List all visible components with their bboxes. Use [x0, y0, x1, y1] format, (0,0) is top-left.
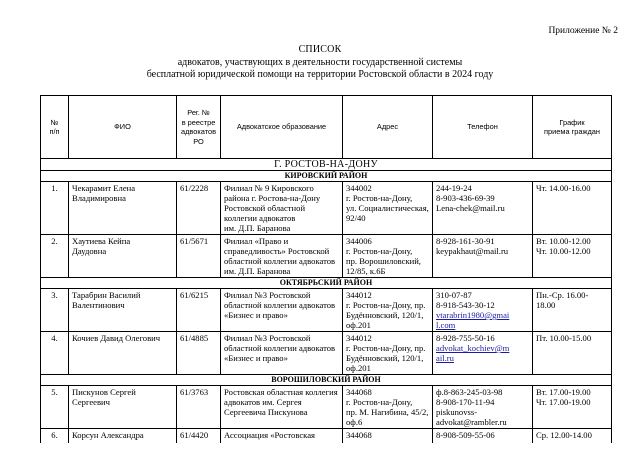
cell-addr: 344012 г. Ростов-на-Дону, пр. Будённовский, 120/1, оф.201	[343, 332, 433, 375]
cell-phone: 310-07-87 8-918-543-30-12 vtarabrin1980@gmai l.com	[433, 289, 533, 332]
cell-org: Филиал «Право и справедливость» Ростовской областной коллегии адвокатов им. Д.П. Баранова	[221, 235, 343, 278]
cell-phone: 244-19-24 8-903-436-69-39 Lena-chek@mail.ru	[433, 182, 533, 235]
cell-sched: Пт. 10.00-15.00	[533, 332, 612, 375]
cell-phone: 8-928-755-50-16 advokat_kochiev@m ail.ru	[433, 332, 533, 375]
cell-fio: Кочиев Давид Олегович	[69, 332, 177, 375]
cell-num: 6.	[41, 429, 69, 443]
cell-reg: 61/2228	[177, 182, 221, 235]
cell-reg: 61/5671	[177, 235, 221, 278]
cell-phone: ф.8-863-245-03-98 8-908-170-11-94 piskunovss- advokat@rambler.ru	[433, 386, 533, 429]
cell-addr: 344068	[343, 429, 433, 443]
cell-reg: 61/4885	[177, 332, 221, 375]
table-row	[41, 289, 612, 332]
cell-num: 4.	[41, 332, 69, 375]
cell-reg: 61/3763	[177, 386, 221, 429]
cell-org: Филиал №3 Ростовской областной коллегии адвокатов «Бизнес и право»	[221, 332, 343, 375]
header-sched: График приема граждан	[533, 96, 612, 159]
cell-fio: Чекарамит Елена Владимировна	[69, 182, 177, 235]
header-num: № п/п	[41, 96, 69, 159]
cell-reg: 61/4420	[177, 429, 221, 443]
cell-org: Ассоциация «Ростовская	[221, 429, 343, 443]
cell-org: Филиал №3 Ростовской областной коллегии адвокатов «Бизнес и право»	[221, 289, 343, 332]
cell-sched: Вт. 17.00-19.00 Чт. 17.00-19.00	[533, 386, 612, 429]
cell-fio: Тарабрин Василий Валентинович	[69, 289, 177, 332]
table-row	[41, 386, 612, 429]
city-name: Г. РОСТОВ-НА-ДОНУ	[41, 159, 612, 171]
table-row	[41, 182, 612, 235]
title-heading: СПИСОК	[298, 44, 342, 55]
cell-reg: 61/6215	[177, 289, 221, 332]
cell-phone: 8-928-161-30-91 keypakhaut@mail.ru	[433, 235, 533, 278]
title-line-2: адвокатов, участвующих в деятельности государственной системы	[177, 56, 463, 68]
cell-fio: Хаутиева Кейпа Даудовна	[69, 235, 177, 278]
table-row	[41, 429, 612, 443]
header-fio: ФИО	[69, 96, 177, 159]
header-phone: Телефон	[433, 96, 533, 159]
cell-fio: Корсун Александра	[69, 429, 177, 443]
cell-phone: 8-908-509-55-06	[433, 429, 533, 443]
header-addr: Адрес	[343, 96, 433, 159]
cell-addr: 344006 г. Ростов-на-Дону, пр. Ворошиловский, 12/85, к.6Б	[343, 235, 433, 278]
document-title	[0, 44, 640, 82]
table-row	[41, 235, 612, 278]
email-link[interactable]: vtarabrin1980@gmai l.com	[436, 310, 510, 330]
cell-sched: Ср. 12.00-14.00	[533, 429, 612, 443]
district-name: КИРОВСКИЙ РАЙОН	[41, 171, 612, 182]
cell-org: Филиал № 9 Кировского района г. Ростова-на-Дону Ростовской областной коллегии адвокатов им. Д.П. Баранова	[221, 182, 343, 235]
header-org: Адвокатское образование	[221, 96, 343, 159]
city-row	[41, 159, 612, 171]
cell-addr: 344068 г. Ростов-на-Дону, пр. М. Нагибина, 45/2, оф.6	[343, 386, 433, 429]
cell-addr: 344012 г. Ростов-на-Дону, пр. Будённовский, 120/1, оф.201	[343, 289, 433, 332]
cell-fio: Пискунов Сергей Сергеевич	[69, 386, 177, 429]
cell-num: 2.	[41, 235, 69, 278]
district-row	[41, 171, 612, 182]
advocates-table	[40, 95, 612, 443]
cell-org: Ростовская областная коллегия адвокатов им. Сергея Сергеевича Пискунова	[221, 386, 343, 429]
header-row	[41, 96, 612, 159]
district-name: ОКТЯБРЬСКИЙ РАЙОН	[41, 278, 612, 289]
table-row	[41, 332, 612, 375]
annex-label: Приложение № 2	[548, 26, 618, 36]
district-row	[41, 278, 612, 289]
cell-num: 1.	[41, 182, 69, 235]
district-row	[41, 375, 612, 386]
cell-addr: 344002 г. Ростов-на-Дону, ул. Социалистическая, 92/40	[343, 182, 433, 235]
header-reg: Рег. № в реестре адвокатов РО	[177, 96, 221, 159]
email-link[interactable]: advokat_kochiev@m ail.ru	[436, 343, 510, 363]
cell-num: 3.	[41, 289, 69, 332]
district-name: ВОРОШИЛОВСКИЙ РАЙОН	[41, 375, 612, 386]
cell-sched: Вт. 10.00-12.00 Чт. 10.00-12.00	[533, 235, 612, 278]
cell-num: 5.	[41, 386, 69, 429]
cell-sched: Пн.-Ср. 16.00- 18.00	[533, 289, 612, 332]
cell-sched: Чт. 14.00-16.00	[533, 182, 612, 235]
title-line-3: бесплатной юридической помощи на территории Ростовской области в 2024 году	[146, 69, 494, 80]
